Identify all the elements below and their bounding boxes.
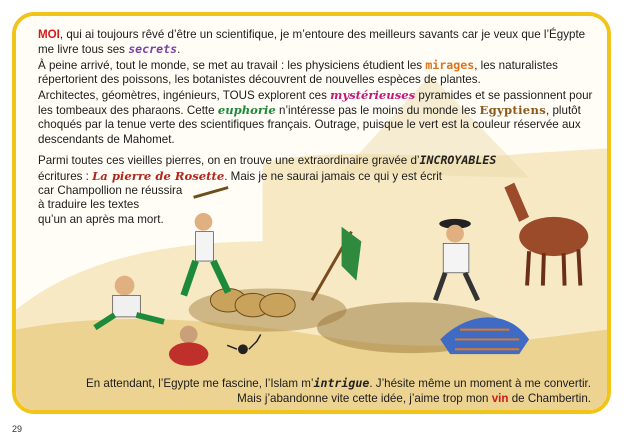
narrative-text-top [38, 28, 603, 233]
word-secrets: secrets [128, 42, 178, 57]
paragraph-3-line-2: Mais j’abandonne vite cette idée, j’aime trop mon vin de Chambertin. [237, 392, 591, 405]
word-incroyables: INCROYABLES [419, 153, 497, 168]
word-vin: vin [491, 392, 509, 405]
paragraph-1: MOI, qui ai toujours rêvé d’être un scientifique, je m’entoure des meilleurs savants car je veux que l’Égypte me livre tous ses secrets. À peine arrivé, tout le monde, se met au travail : les physiciens étudient les mirages, les naturalistes répertorient des poissons, les botanistes découvrent de nouvelles espèces de plantes. Architectes, géomètres, ingénieurs, TOUS explorent ces mystérieuses pyramides et se passionnent pour les tombeaux des pharaons. Cette euphorie n’intéresse pas le moins du monde les Egyptiens, plutôt choqués par la tenue verte des scientifiques français. Outrage, puisque le vert est la couleur réservée aux descendants de Mahomet. [38, 28, 593, 146]
page-number: 29 [12, 424, 23, 434]
word-moi: MOI [38, 28, 60, 41]
basket-right [260, 293, 296, 317]
paragraph-2: Parmi toutes ces vieilles pierres, on en trouve une extraordinaire gravée d’INCROYABLES écritures : La pierre de Rosette. Mais je ne saurai jamais ce qui y est écrit car Champollion ne réussira à traduire les textes qu’un an après ma mort. [38, 153, 497, 226]
word-mirages: mirages [425, 57, 475, 72]
word-rosette: La pierre de Rosette [92, 168, 225, 183]
word-egyptiens: Egyptiens [479, 103, 547, 118]
word-mysterieuses: mystérieuses [330, 87, 416, 102]
word-euphorie: euphorie [217, 103, 276, 118]
narrative-text-bottom [31, 376, 591, 406]
word-intrigue: intrigue [313, 376, 370, 390]
paragraph-3-line-1: En attendant, l’Egypte me fascine, l’Islam m’intrigue. J’hésite même un moment à me convertir. [86, 376, 591, 390]
page-frame [12, 12, 611, 414]
